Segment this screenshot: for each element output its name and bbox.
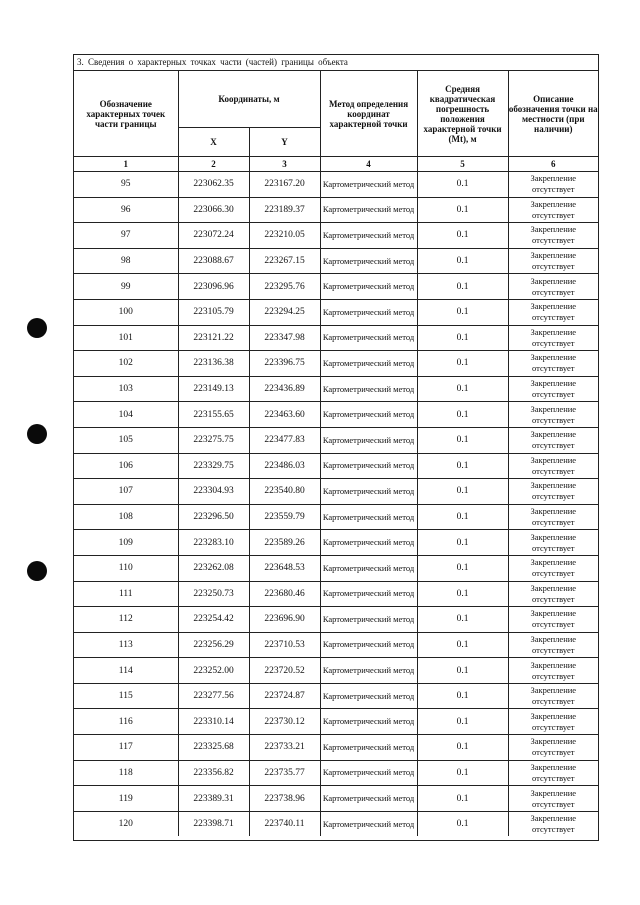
- header-error: Средняя квадратическая погрешность положения характерной точки (Mt), м: [417, 71, 508, 157]
- table-row: [74, 479, 598, 505]
- table-row: [74, 453, 598, 479]
- error-value: 0.1: [417, 172, 508, 198]
- coord-y: 223710.53: [249, 632, 320, 658]
- coord-x: 223398.71: [178, 811, 249, 836]
- point-number: 107: [74, 479, 178, 505]
- coord-y: 223347.98: [249, 325, 320, 351]
- description: Закрепление отсутствует: [508, 427, 598, 453]
- coord-y: 223738.96: [249, 786, 320, 812]
- col-number-5: 5: [417, 157, 508, 172]
- point-number: 100: [74, 299, 178, 325]
- error-value: 0.1: [417, 248, 508, 274]
- coord-y: 223720.52: [249, 658, 320, 684]
- method: Картометрический метод: [320, 632, 417, 658]
- coord-x: 223252.00: [178, 658, 249, 684]
- description: Закрепление отсутствует: [508, 735, 598, 761]
- error-value: 0.1: [417, 786, 508, 812]
- header-y: Y: [249, 128, 320, 157]
- table-row: [74, 427, 598, 453]
- description: Закрепление отсутствует: [508, 248, 598, 274]
- error-value: 0.1: [417, 530, 508, 556]
- coord-x: 223310.14: [178, 709, 249, 735]
- point-number: 106: [74, 453, 178, 479]
- method: Картометрический метод: [320, 658, 417, 684]
- coord-x: 223296.50: [178, 504, 249, 530]
- method: Картометрический метод: [320, 581, 417, 607]
- header-x: X: [178, 128, 249, 157]
- table-row: [74, 735, 598, 761]
- points-table-frame: [73, 54, 599, 841]
- error-value: 0.1: [417, 632, 508, 658]
- error-value: 0.1: [417, 197, 508, 223]
- coord-x: 223304.93: [178, 479, 249, 505]
- coord-x: 223254.42: [178, 607, 249, 633]
- coord-x: 223155.65: [178, 402, 249, 428]
- table-row: [74, 197, 598, 223]
- error-value: 0.1: [417, 735, 508, 761]
- header-coords: Координаты, м: [178, 71, 320, 128]
- table-row: [74, 274, 598, 300]
- table-row: [74, 299, 598, 325]
- method: Картометрический метод: [320, 607, 417, 633]
- table-row: [74, 786, 598, 812]
- error-value: 0.1: [417, 658, 508, 684]
- description: Закрепление отсутствует: [508, 632, 598, 658]
- table-row: [74, 248, 598, 274]
- point-number: 111: [74, 581, 178, 607]
- error-value: 0.1: [417, 453, 508, 479]
- error-value: 0.1: [417, 504, 508, 530]
- description: Закрепление отсутствует: [508, 683, 598, 709]
- coord-y: 223486.03: [249, 453, 320, 479]
- error-value: 0.1: [417, 299, 508, 325]
- error-value: 0.1: [417, 811, 508, 836]
- coord-x: 223283.10: [178, 530, 249, 556]
- method: Картометрический метод: [320, 172, 417, 198]
- coord-y: 223267.15: [249, 248, 320, 274]
- error-value: 0.1: [417, 351, 508, 377]
- table-row: [74, 325, 598, 351]
- point-number: 108: [74, 504, 178, 530]
- coord-x: 223066.30: [178, 197, 249, 223]
- description: Закрепление отсутствует: [508, 172, 598, 198]
- coord-y: 223696.90: [249, 607, 320, 633]
- point-number: 99: [74, 274, 178, 300]
- coord-y: 223680.46: [249, 581, 320, 607]
- coord-y: 223740.11: [249, 811, 320, 836]
- method: Картометрический метод: [320, 325, 417, 351]
- point-number: 102: [74, 351, 178, 377]
- coord-x: 223062.35: [178, 172, 249, 198]
- table-row: [74, 172, 598, 198]
- method: Картометрический метод: [320, 351, 417, 377]
- method: Картометрический метод: [320, 453, 417, 479]
- description: Закрепление отсутствует: [508, 223, 598, 249]
- description: Закрепление отсутствует: [508, 402, 598, 428]
- coord-x: 223096.96: [178, 274, 249, 300]
- header-method: Метод определения координат характерной точки: [320, 71, 417, 157]
- coord-x: 223356.82: [178, 760, 249, 786]
- point-number: 95: [74, 172, 178, 198]
- method: Картометрический метод: [320, 197, 417, 223]
- coord-x: 223277.56: [178, 683, 249, 709]
- section-title: 3. Сведения о характерных точках части (частей) границы объекта: [74, 55, 598, 71]
- coord-x: 223105.79: [178, 299, 249, 325]
- method: Картометрический метод: [320, 811, 417, 836]
- point-number: 105: [74, 427, 178, 453]
- method: Картометрический метод: [320, 376, 417, 402]
- method: Картометрический метод: [320, 555, 417, 581]
- point-number: 112: [74, 607, 178, 633]
- point-number: 104: [74, 402, 178, 428]
- table-row: [74, 709, 598, 735]
- points-table: [74, 71, 598, 836]
- error-value: 0.1: [417, 607, 508, 633]
- error-value: 0.1: [417, 760, 508, 786]
- method: Картометрический метод: [320, 299, 417, 325]
- method: Картометрический метод: [320, 274, 417, 300]
- method: Картометрический метод: [320, 760, 417, 786]
- error-value: 0.1: [417, 376, 508, 402]
- coord-x: 223149.13: [178, 376, 249, 402]
- table-row: [74, 811, 598, 836]
- table-row: [74, 530, 598, 556]
- coord-x: 223072.24: [178, 223, 249, 249]
- table-row: [74, 402, 598, 428]
- description: Закрепление отсутствует: [508, 760, 598, 786]
- point-number: 109: [74, 530, 178, 556]
- coord-y: 223724.87: [249, 683, 320, 709]
- table-row: [74, 607, 598, 633]
- table-body: [74, 172, 598, 837]
- error-value: 0.1: [417, 479, 508, 505]
- method: Картометрический метод: [320, 709, 417, 735]
- point-number: 101: [74, 325, 178, 351]
- error-value: 0.1: [417, 325, 508, 351]
- error-value: 0.1: [417, 402, 508, 428]
- col-number-2: 2: [178, 157, 249, 172]
- error-value: 0.1: [417, 581, 508, 607]
- coord-y: 223463.60: [249, 402, 320, 428]
- method: Картометрический метод: [320, 248, 417, 274]
- error-value: 0.1: [417, 709, 508, 735]
- coord-x: 223250.73: [178, 581, 249, 607]
- error-value: 0.1: [417, 427, 508, 453]
- coord-y: 223436.89: [249, 376, 320, 402]
- error-value: 0.1: [417, 555, 508, 581]
- description: Закрепление отсутствует: [508, 274, 598, 300]
- coord-y: 223167.20: [249, 172, 320, 198]
- method: Картометрический метод: [320, 427, 417, 453]
- coord-y: 223735.77: [249, 760, 320, 786]
- table-row: [74, 376, 598, 402]
- header-point: Обозначение характерных точек части границы: [74, 71, 178, 157]
- coord-x: 223262.08: [178, 555, 249, 581]
- punch-hole-middle: [27, 424, 47, 444]
- method: Картометрический метод: [320, 223, 417, 249]
- description: Закрепление отсутствует: [508, 786, 598, 812]
- coord-y: 223730.12: [249, 709, 320, 735]
- description: Закрепление отсутствует: [508, 607, 598, 633]
- col-number-4: 4: [320, 157, 417, 172]
- method: Картометрический метод: [320, 402, 417, 428]
- table-row: [74, 658, 598, 684]
- coord-x: 223329.75: [178, 453, 249, 479]
- coord-x: 223136.38: [178, 351, 249, 377]
- coord-y: 223540.80: [249, 479, 320, 505]
- description: Закрепление отсутствует: [508, 299, 598, 325]
- col-number-6: 6: [508, 157, 598, 172]
- description: Закрепление отсутствует: [508, 581, 598, 607]
- method: Картометрический метод: [320, 786, 417, 812]
- point-number: 114: [74, 658, 178, 684]
- point-number: 120: [74, 811, 178, 836]
- coord-y: 223733.21: [249, 735, 320, 761]
- coord-x: 223121.22: [178, 325, 249, 351]
- point-number: 113: [74, 632, 178, 658]
- coord-x: 223088.67: [178, 248, 249, 274]
- coord-x: 223389.31: [178, 786, 249, 812]
- description: Закрепление отсутствует: [508, 197, 598, 223]
- col-number-1: 1: [74, 157, 178, 172]
- coord-y: 223477.83: [249, 427, 320, 453]
- method: Картометрический метод: [320, 504, 417, 530]
- description: Закрепление отсутствует: [508, 555, 598, 581]
- coord-y: 223559.79: [249, 504, 320, 530]
- description: Закрепление отсутствует: [508, 376, 598, 402]
- method: Картометрический метод: [320, 735, 417, 761]
- description: Закрепление отсутствует: [508, 530, 598, 556]
- coord-y: 223648.53: [249, 555, 320, 581]
- header-desc: Описание обозначения точки на местности (при наличии): [508, 71, 598, 157]
- punch-hole-bottom: [27, 561, 47, 581]
- table-row: [74, 555, 598, 581]
- description: Закрепление отсутствует: [508, 709, 598, 735]
- table-row: [74, 632, 598, 658]
- point-number: 110: [74, 555, 178, 581]
- punch-hole-top: [27, 318, 47, 338]
- coord-x: 223256.29: [178, 632, 249, 658]
- point-number: 103: [74, 376, 178, 402]
- coord-y: 223589.26: [249, 530, 320, 556]
- table-row: [74, 760, 598, 786]
- point-number: 119: [74, 786, 178, 812]
- description: Закрепление отсутствует: [508, 325, 598, 351]
- method: Картометрический метод: [320, 683, 417, 709]
- table-row: [74, 683, 598, 709]
- table-row: [74, 581, 598, 607]
- coord-y: 223210.05: [249, 223, 320, 249]
- description: Закрепление отсутствует: [508, 811, 598, 836]
- point-number: 98: [74, 248, 178, 274]
- coord-x: 223275.75: [178, 427, 249, 453]
- coord-y: 223294.25: [249, 299, 320, 325]
- coord-x: 223325.68: [178, 735, 249, 761]
- point-number: 116: [74, 709, 178, 735]
- error-value: 0.1: [417, 223, 508, 249]
- method: Картометрический метод: [320, 530, 417, 556]
- table-row: [74, 504, 598, 530]
- error-value: 0.1: [417, 274, 508, 300]
- description: Закрепление отсутствует: [508, 504, 598, 530]
- coord-y: 223295.76: [249, 274, 320, 300]
- description: Закрепление отсутствует: [508, 351, 598, 377]
- description: Закрепление отсутствует: [508, 453, 598, 479]
- point-number: 115: [74, 683, 178, 709]
- error-value: 0.1: [417, 683, 508, 709]
- point-number: 117: [74, 735, 178, 761]
- description: Закрепление отсутствует: [508, 658, 598, 684]
- col-number-3: 3: [249, 157, 320, 172]
- point-number: 118: [74, 760, 178, 786]
- table-row: [74, 223, 598, 249]
- method: Картометрический метод: [320, 479, 417, 505]
- description: Закрепление отсутствует: [508, 479, 598, 505]
- coord-y: 223189.37: [249, 197, 320, 223]
- point-number: 96: [74, 197, 178, 223]
- point-number: 97: [74, 223, 178, 249]
- table-row: [74, 351, 598, 377]
- coord-y: 223396.75: [249, 351, 320, 377]
